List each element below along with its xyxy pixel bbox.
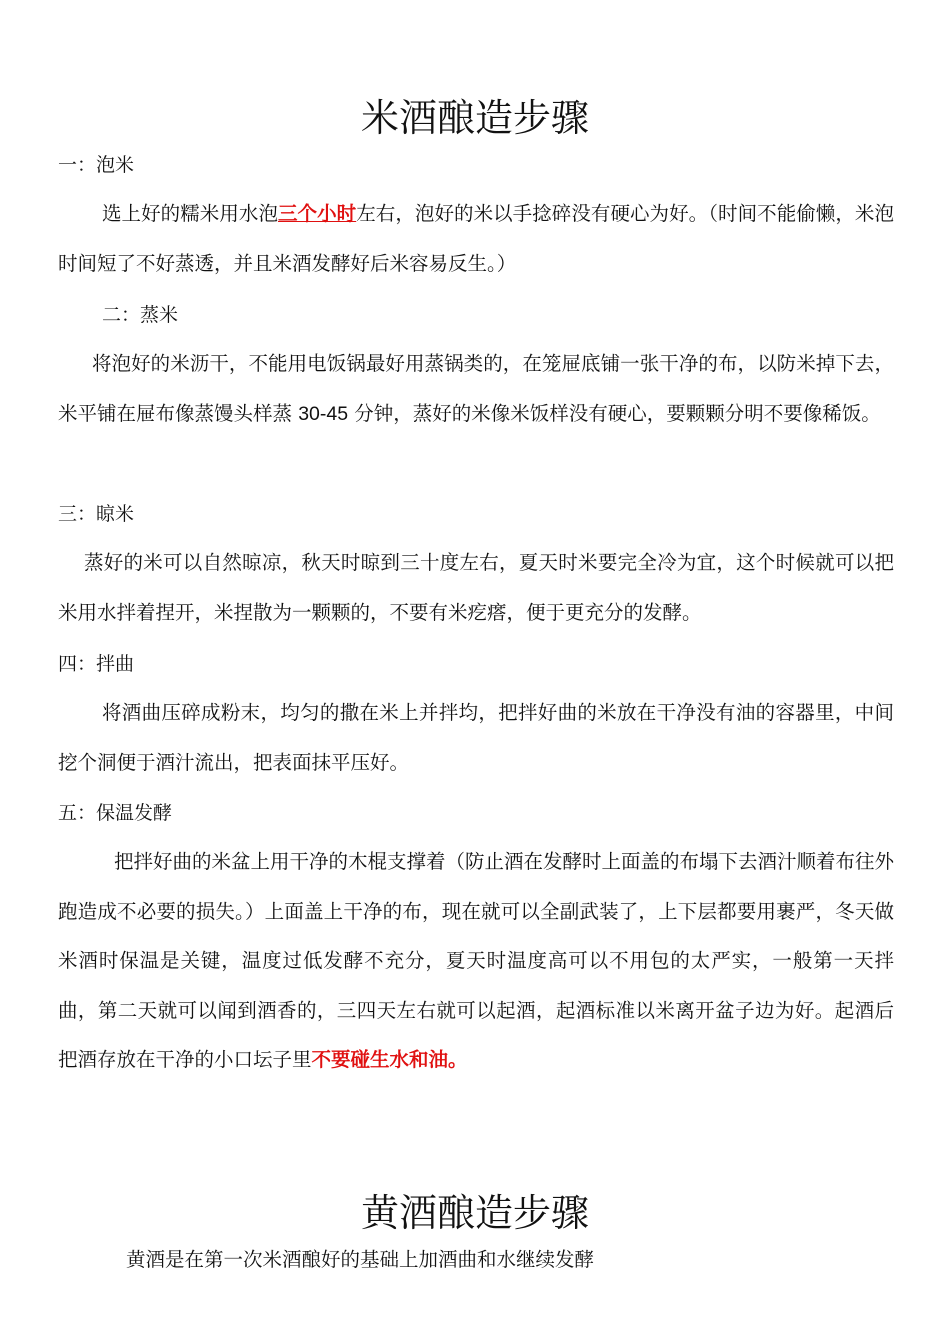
step1-text-a: 选上好的糯米用水泡 <box>102 202 278 225</box>
step3-heading: 三：晾米 <box>58 503 135 525</box>
step5-text: 把拌好曲的米盆上用干净的木棍支撑着（防止酒在发酵时上面盖的布塌下去酒汁顺着布往外跑造成不必要的损失。）上面盖上干净的布，现在就可以全副武装了，上下层都要用裹严，冬天做米酒时保温是关键，温度过低发酵不充分，夏天时温度高可以不用包的太严实，一般第一天拌曲，第二天就可以闻到酒香的，三四天左右就可以起酒，起酒标准以米离开盆子边为好。起酒后把酒存放在干净的小口坛子里 <box>58 850 895 1072</box>
yellow-wine-title: 黄酒酿造步骤 <box>360 1191 589 1235</box>
step1-text-b: 左右，泡好的米以手捻碎没有硬心为好。（时间不能偷懒，米泡时间短了不好蒸透，并且米酒发酵好后米容易反生。） <box>58 202 894 275</box>
step2-paragraph <box>58 339 894 439</box>
step5-warning: 不要碰生水和油。 <box>311 1048 468 1072</box>
step1-highlight: 三个小时 <box>278 202 357 225</box>
step2-heading: 二：蒸米 <box>102 304 179 326</box>
step5-paragraph <box>58 837 894 1085</box>
step2-text-a: 将泡好的米沥干，不能用电饭锅最好用蒸锅类的，在笼屉底铺一张干净的布，以防米掉下去，米平铺在屉布像蒸馒头样蒸 <box>58 352 894 425</box>
step2-text-b: 分钟，蒸好的米像米饭样没有硬心，要颗颗分明不要像稀饭。 <box>348 401 881 425</box>
step1-heading: 一：泡米 <box>58 154 135 176</box>
step2-duration: 30-45 <box>298 402 349 425</box>
step4-paragraph: 将酒曲压碎成粉末，均匀的撒在米上并拌均，把拌好曲的米放在干净没有油的容器里，中间挖个洞便于酒汁流出，把表面抹平压好。 <box>58 701 894 774</box>
step3-paragraph: 蒸好的米可以自然晾凉，秋天时晾到三十度左右，夏天时米要完全冷为宜，这个时候就可以把米用水拌着捏开，米捏散为一颗颗的，不要有米疙瘩，便于更充分的发酵。 <box>58 551 894 624</box>
step1-paragraph <box>58 189 894 288</box>
step4-heading: 四：拌曲 <box>58 653 135 675</box>
yellow-wine-intro: 黄酒是在第一次米酒酿好的基础上加酒曲和水继续发酵 <box>126 1248 595 1271</box>
rice-wine-title: 米酒酿造步骤 <box>360 96 589 140</box>
step5-heading: 五：保温发酵 <box>58 802 173 824</box>
